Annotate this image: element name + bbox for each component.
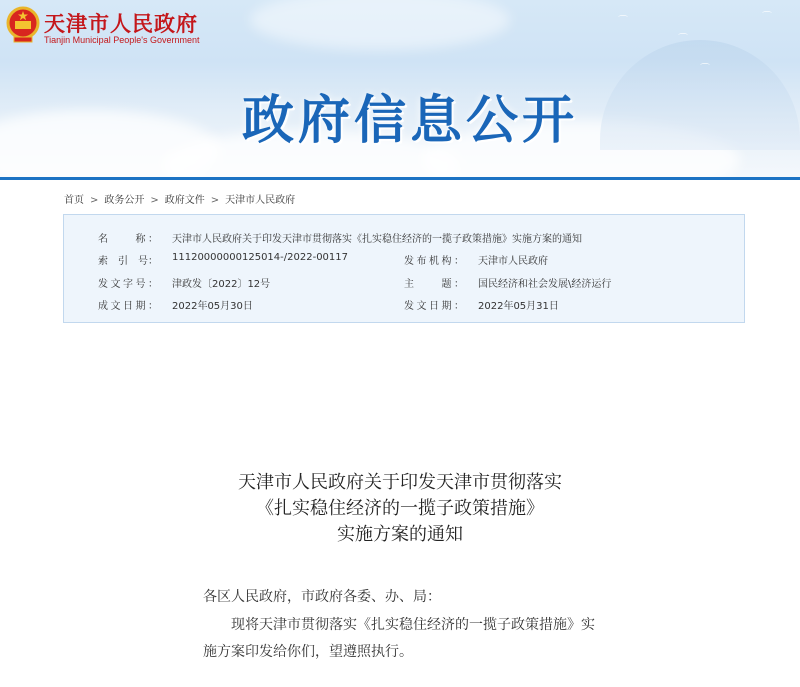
meta-value-published: 2022年05月31日 (478, 301, 559, 312)
article-paragraph-line: 施方案印发给你们，望遵照执行。 (203, 644, 413, 660)
meta-label-published: 发文日期： (404, 301, 464, 312)
article-title-line: 《扎实稳住经济的一揽子政策措施》 (256, 498, 544, 519)
banner-title: 政府信息公开 (241, 91, 578, 151)
cloud-decoration (250, 0, 510, 50)
meta-label-index: 索 引 号： (98, 256, 158, 267)
breadcrumb-gov-affairs[interactable]: 政务公开 (104, 195, 145, 206)
building-silhouette (600, 40, 800, 150)
article-paragraph-line: 现将天津市贯彻落实《扎实稳住经济的一揽子政策措施》实 (203, 617, 595, 633)
bird-icon: ⌒ (678, 34, 688, 45)
banner-divider (0, 177, 800, 180)
breadcrumb-separator: > (150, 195, 159, 206)
header-banner (0, 0, 800, 177)
meta-label-topic: 主 题： (404, 279, 464, 290)
article-title-line: 天津市人民政府关于印发天津市贯彻落实 (238, 472, 562, 493)
article-recipient: 各区人民政府，市政府各委、办、局： (203, 589, 441, 605)
meta-row-name (64, 230, 744, 250)
meta-label-doc-no: 发文字号： (98, 279, 158, 290)
bird-icon: ⌒ (618, 16, 628, 27)
meta-value-created: 2022年05月30日 (172, 301, 253, 312)
breadcrumb-gov-documents[interactable]: 政府文件 (164, 195, 205, 206)
meta-value-index: 11120000000125014-/2022-00117 (172, 252, 349, 263)
breadcrumb-home[interactable]: 首页 (64, 195, 84, 206)
article-title-line: 实施方案的通知 (337, 524, 463, 545)
breadcrumb-separator: > (90, 195, 99, 206)
site-name-cn[interactable]: 天津市人民政府 (44, 11, 198, 36)
breadcrumb-tianjin-gov[interactable]: 天津市人民政府 (225, 195, 296, 206)
breadcrumb (64, 191, 295, 206)
meta-value-topic: 国民经济和社会发展\经济运行 (478, 279, 612, 290)
national-emblem-icon (6, 6, 40, 44)
bird-icon: ⌒ (762, 12, 772, 23)
breadcrumb-separator: > (210, 195, 220, 206)
meta-row-doc-no (64, 275, 744, 295)
meta-value-name: 天津市人民政府关于印发天津市贯彻落实《扎实稳住经济的一揽子政策措施》实施方案的通知 (172, 234, 582, 245)
meta-row-dates (64, 297, 744, 317)
meta-label-name: 名 称： (98, 234, 158, 245)
meta-value-issuer: 天津市人民政府 (478, 256, 548, 267)
bird-icon: ⌒ (700, 64, 710, 75)
article-title (150, 470, 650, 548)
site-name-en: Tianjin Municipal People's Government (44, 35, 200, 45)
meta-row-index (64, 252, 744, 272)
document-metadata (63, 214, 745, 323)
meta-label-created: 成文日期： (98, 301, 158, 312)
meta-value-doc-no: 津政发〔2022〕12号 (172, 279, 271, 290)
meta-label-issuer: 发布机构： (404, 256, 464, 267)
